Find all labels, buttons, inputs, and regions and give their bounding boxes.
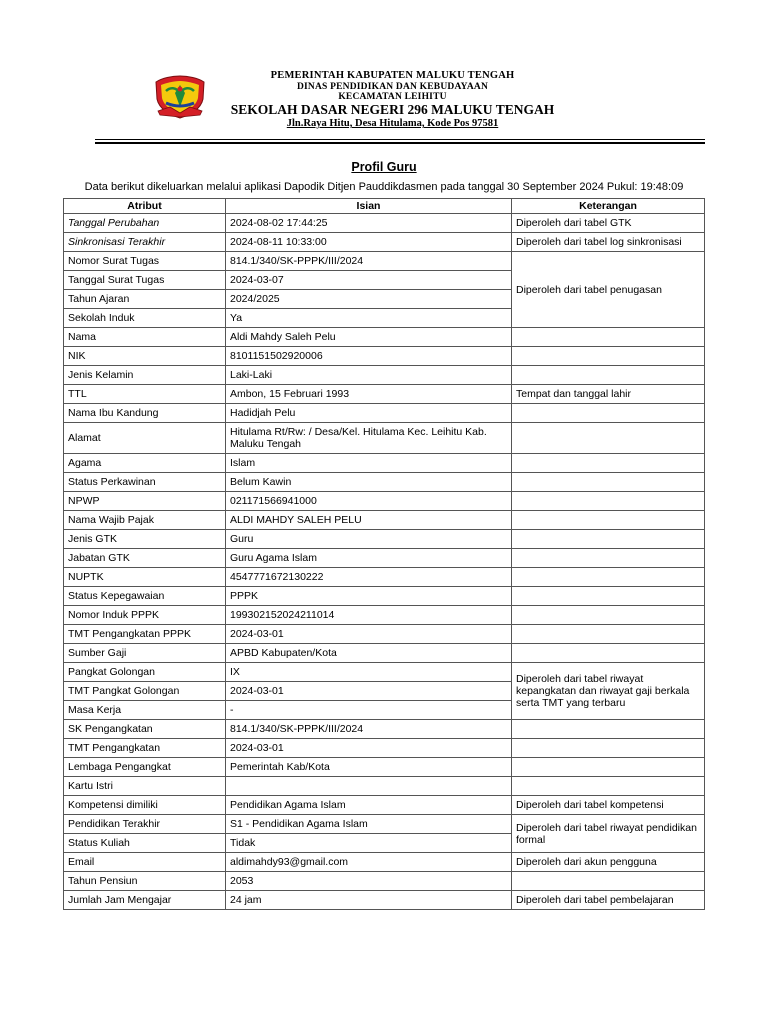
isian-cell: PPPK — [226, 587, 512, 606]
atribut-cell: Jumlah Jam Mengajar — [64, 891, 226, 910]
isian-cell: 24 jam — [226, 891, 512, 910]
isian-cell: APBD Kabupaten/Kota — [226, 644, 512, 663]
keterangan-cell — [512, 739, 705, 758]
isian-cell: 2024/2025 — [226, 290, 512, 309]
keterangan-cell: Diperoleh dari tabel GTK — [512, 214, 705, 233]
atribut-cell: Lembaga Pengangkat — [64, 758, 226, 777]
letterhead-school-name: SEKOLAH DASAR NEGERI 296 MALUKU TENGAH — [230, 102, 555, 117]
keterangan-cell — [512, 454, 705, 473]
isian-cell: aldimahdy93@gmail.com — [226, 853, 512, 872]
isian-cell: 2024-03-01 — [226, 739, 512, 758]
isian-cell: Aldi Mahdy Saleh Pelu — [226, 328, 512, 347]
atribut-cell: NIK — [64, 347, 226, 366]
table-row — [64, 815, 705, 834]
isian-cell: 2024-08-11 10:33:00 — [226, 233, 512, 252]
table-row — [64, 233, 705, 252]
atribut-cell: Sinkronisasi Terakhir — [64, 233, 226, 252]
isian-cell: IX — [226, 663, 512, 682]
keterangan-cell — [512, 587, 705, 606]
table-row — [64, 777, 705, 796]
keterangan-cell — [512, 606, 705, 625]
keterangan-cell — [512, 328, 705, 347]
atribut-cell: TMT Pangkat Golongan — [64, 682, 226, 701]
keterangan-cell — [512, 625, 705, 644]
keterangan-cell — [512, 872, 705, 891]
table-row — [64, 454, 705, 473]
atribut-cell: Kartu Istri — [64, 777, 226, 796]
regency-logo-icon — [152, 73, 208, 119]
table-row — [64, 385, 705, 404]
keterangan-cell: Diperoleh dari tabel riwayat pendidikan formal — [512, 815, 705, 853]
isian-cell: Ambon, 15 Februari 1993 — [226, 385, 512, 404]
keterangan-cell — [512, 530, 705, 549]
isian-cell: S1 - Pendidikan Agama Islam — [226, 815, 512, 834]
keterangan-cell — [512, 423, 705, 454]
atribut-cell: SK Pengangkatan — [64, 720, 226, 739]
keterangan-cell — [512, 549, 705, 568]
atribut-cell: Agama — [64, 454, 226, 473]
atribut-cell: Status Perkawinan — [64, 473, 226, 492]
atribut-cell: Tahun Ajaran — [64, 290, 226, 309]
table-row — [64, 549, 705, 568]
table-row — [64, 328, 705, 347]
atribut-cell: Jenis Kelamin — [64, 366, 226, 385]
letterhead-line-government: PEMERINTAH KABUPATEN MALUKU TENGAH — [270, 70, 515, 81]
letterhead-line-district: KECAMATAN LEIHITU — [338, 92, 447, 102]
atribut-cell: Jenis GTK — [64, 530, 226, 549]
keterangan-cell — [512, 404, 705, 423]
isian-cell: Belum Kawin — [226, 473, 512, 492]
isian-cell: 2024-03-01 — [226, 682, 512, 701]
table-row — [64, 587, 705, 606]
keterangan-cell — [512, 511, 705, 530]
table-row — [64, 796, 705, 815]
table-row — [64, 720, 705, 739]
atribut-cell: Status Kepegawaian — [64, 587, 226, 606]
table-row — [64, 423, 705, 454]
atribut-cell: Pendidikan Terakhir — [64, 815, 226, 834]
atribut-cell: NUPTK — [64, 568, 226, 587]
keterangan-cell — [512, 568, 705, 587]
atribut-cell: Masa Kerja — [64, 701, 226, 720]
table-row — [64, 530, 705, 549]
isian-cell: Guru Agama Islam — [226, 549, 512, 568]
table-row — [64, 739, 705, 758]
isian-cell: 4547771672130222 — [226, 568, 512, 587]
isian-cell: Tidak — [226, 834, 512, 853]
table-row — [64, 891, 705, 910]
atribut-cell: Alamat — [64, 423, 226, 454]
table-row — [64, 366, 705, 385]
keterangan-cell: Diperoleh dari akun pengguna — [512, 853, 705, 872]
keterangan-cell — [512, 758, 705, 777]
keterangan-cell — [512, 473, 705, 492]
table-row — [64, 492, 705, 511]
table-row — [64, 214, 705, 233]
atribut-cell: Email — [64, 853, 226, 872]
isian-cell: 8101151502920006 — [226, 347, 512, 366]
table-row — [64, 663, 705, 682]
atribut-cell: Nomor Surat Tugas — [64, 252, 226, 271]
isian-cell: 814.1/340/SK-PPPK/III/2024 — [226, 252, 512, 271]
isian-cell: Guru — [226, 530, 512, 549]
atribut-cell: NPWP — [64, 492, 226, 511]
table-row — [64, 568, 705, 587]
table-header-row — [64, 199, 705, 214]
isian-cell: 2024-08-02 17:44:25 — [226, 214, 512, 233]
document-title: Profil Guru — [351, 160, 417, 174]
atribut-cell: TMT Pengangkatan PPPK — [64, 625, 226, 644]
keterangan-cell: Tempat dan tanggal lahir — [512, 385, 705, 404]
column-header-keterangan: Keterangan — [512, 199, 705, 214]
keterangan-cell: Diperoleh dari tabel penugasan — [512, 252, 705, 328]
keterangan-cell — [512, 492, 705, 511]
keterangan-cell — [512, 347, 705, 366]
isian-cell: 2024-03-07 — [226, 271, 512, 290]
atribut-cell: Jabatan GTK — [64, 549, 226, 568]
document-intro: Data berikut dikeluarkan melalui aplikasi Dapodik Ditjen Pauddikdasmen pada tanggal 30 September 2024 Pukul: 19:48:09 — [84, 181, 684, 193]
table-row — [64, 511, 705, 530]
table-row — [64, 853, 705, 872]
isian-cell: ALDI MAHDY SALEH PELU — [226, 511, 512, 530]
letterhead-address: Jln.Raya Hitu, Desa Hitulama, Kode Pos 97581 — [286, 118, 499, 129]
letterhead-divider-thick — [95, 142, 705, 144]
isian-cell — [226, 777, 512, 796]
table-row — [64, 625, 705, 644]
letterhead-line-department: DINAS PENDIDIKAN DAN KEBUDAYAAN — [296, 82, 489, 92]
table-row — [64, 644, 705, 663]
isian-cell: 199302152024211014 — [226, 606, 512, 625]
table-row — [64, 473, 705, 492]
isian-cell: 2053 — [226, 872, 512, 891]
table-row — [64, 252, 705, 271]
atribut-cell: Nomor Induk PPPK — [64, 606, 226, 625]
keterangan-cell: Diperoleh dari tabel kompetensi — [512, 796, 705, 815]
isian-cell: Ya — [226, 309, 512, 328]
keterangan-cell — [512, 644, 705, 663]
table-row — [64, 404, 705, 423]
isian-cell: - — [226, 701, 512, 720]
atribut-cell: Tanggal Surat Tugas — [64, 271, 226, 290]
isian-cell: 814.1/340/SK-PPPK/III/2024 — [226, 720, 512, 739]
keterangan-cell: Diperoleh dari tabel riwayat kepangkatan dan riwayat gaji berkala serta TMT yang terbaru — [512, 663, 705, 720]
keterangan-cell — [512, 720, 705, 739]
letterhead — [215, 70, 570, 130]
keterangan-cell: Diperoleh dari tabel pembelajaran — [512, 891, 705, 910]
atribut-cell: Nama — [64, 328, 226, 347]
atribut-cell: Nama Ibu Kandung — [64, 404, 226, 423]
atribut-cell: Sekolah Induk — [64, 309, 226, 328]
atribut-cell: Status Kuliah — [64, 834, 226, 853]
atribut-cell: Nama Wajib Pajak — [64, 511, 226, 530]
column-header-atribut: Atribut — [64, 199, 226, 214]
letterhead-divider-thin — [95, 139, 705, 140]
table-row — [64, 758, 705, 777]
keterangan-cell — [512, 366, 705, 385]
isian-cell: Hadidjah Pelu — [226, 404, 512, 423]
keterangan-cell: Diperoleh dari tabel log sinkronisasi — [512, 233, 705, 252]
atribut-cell: TTL — [64, 385, 226, 404]
isian-cell: 021171566941000 — [226, 492, 512, 511]
isian-cell: Islam — [226, 454, 512, 473]
isian-cell: Laki-Laki — [226, 366, 512, 385]
atribut-cell: Tahun Pensiun — [64, 872, 226, 891]
atribut-cell: Tanggal Perubahan — [64, 214, 226, 233]
keterangan-cell — [512, 777, 705, 796]
isian-cell: Pendidikan Agama Islam — [226, 796, 512, 815]
isian-cell: 2024-03-01 — [226, 625, 512, 644]
table-row — [64, 347, 705, 366]
isian-cell: Pemerintah Kab/Kota — [226, 758, 512, 777]
table-row — [64, 872, 705, 891]
atribut-cell: Sumber Gaji — [64, 644, 226, 663]
atribut-cell: Pangkat Golongan — [64, 663, 226, 682]
table-row — [64, 606, 705, 625]
teacher-profile-table — [63, 198, 705, 910]
isian-cell: Hitulama Rt/Rw: / Desa/Kel. Hitulama Kec. Leihitu Kab. Maluku Tengah — [226, 423, 512, 454]
atribut-cell: TMT Pengangkatan — [64, 739, 226, 758]
atribut-cell: Kompetensi dimiliki — [64, 796, 226, 815]
column-header-isian: Isian — [226, 199, 512, 214]
